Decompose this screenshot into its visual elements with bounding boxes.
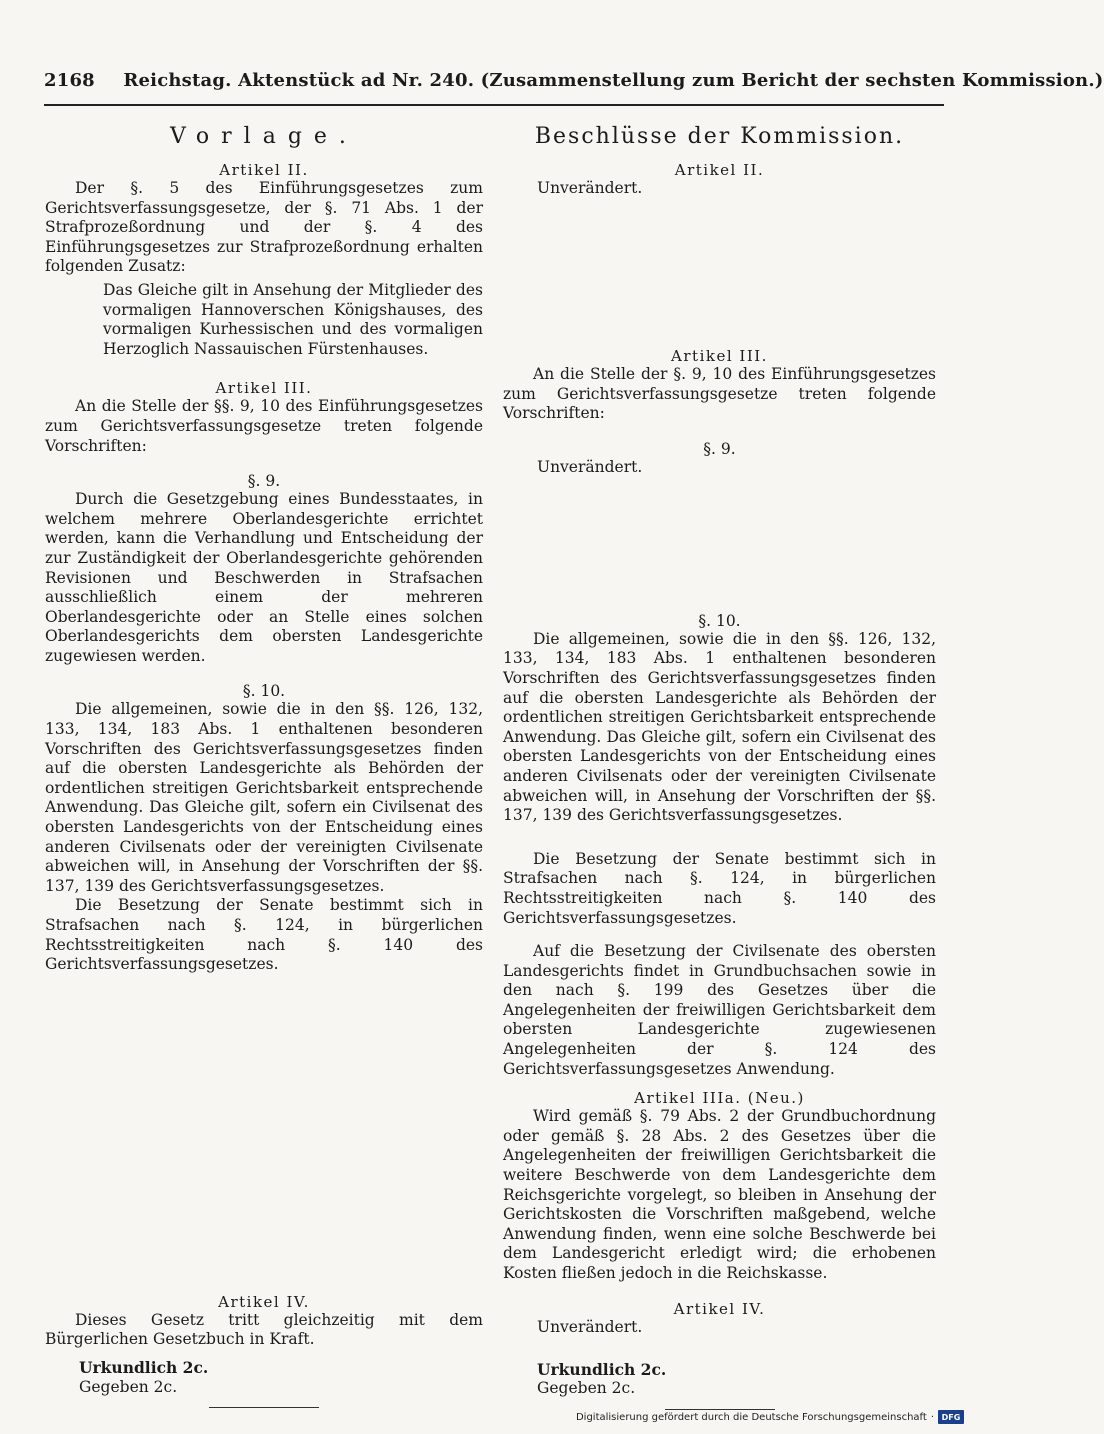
left-s10-title: §. 10. bbox=[242, 682, 286, 701]
left-s10-text2: Die Besetzung der Senate bestimmt sich in Strafsachen nach §. 124, in bürgerlichen Rechtsstreitigkeiten nach §. 140 des Gerichtsverfassungsgesetzes. bbox=[45, 896, 483, 974]
dfg-logo-icon: DFG bbox=[938, 1410, 964, 1424]
right-s10-text3: Auf die Besetzung der Civilsenate des obersten Landesgerichts findet in Grundbuchsachen sowie in den nach §. 199 des Gesetzes über die Angelegenheiten der freiwilligen Gerichtsbarkeit dem obersten Landesgerichte zugewiesenen Angelegenheiten der §. 124 des Gerichtsverfassungsgesetzes Anwendung. bbox=[503, 942, 936, 1078]
page-number: 2168 bbox=[44, 70, 95, 91]
digitization-footer: Digitalisierung gefördert durch die Deutsche Forschungsgemeinschaft · DFG bbox=[576, 1410, 964, 1424]
right-gegeben: Gegeben 2c. bbox=[537, 1379, 636, 1398]
right-column bbox=[503, 118, 936, 1410]
left-art2-title: Artikel II. bbox=[219, 161, 309, 179]
left-gegeben: Gegeben 2c. bbox=[79, 1377, 178, 1396]
left-art4-title: Artikel IV. bbox=[218, 1292, 310, 1311]
right-art3-text: An die Stelle der §. 9, 10 des Einführungsgesetzes zum Gerichtsverfassungsgesetze treten folgende Vorschriften: bbox=[503, 365, 936, 423]
footer-text: Digitalisierung gefördert durch die Deutsche Forschungsgemeinschaft bbox=[575, 1411, 927, 1423]
left-s9-title: §. 9. bbox=[247, 472, 281, 491]
right-s10-text1: Die allgemeinen, sowie die in den §§. 126, 132, 133, 134, 183 Abs. 1 enthaltenen besonderen Vorschriften des Gerichtsverfassungsgesetzes finden auf die obersten Landesgerichte als Behörden der ordentlichen streitigen Gerichtsbarkeit entsprechende Anwendung. Das Gleiche gilt, sofern ein Civilsenat des obersten Landesgerichts von der Entscheidung eines anderen Civilsenats oder der vereinigten Civilsenate abweichen will, in Ansehung der Vorschriften der §§. 137, 139 des Gerichtsverfassungsgesetzes. bbox=[503, 629, 936, 825]
left-s10-text1: Die allgemeinen, sowie die in den §§. 126, 132, 133, 134, 183 Abs. 1 enthaltenen besonderen Vorschriften des Gerichtsverfassungsgesetzes finden auf die obersten Landesgerichte als Behörden der ordentlichen streitigen Gerichtsbarkeit entsprechende Anwendung. Das Gleiche gilt, sofern ein Civilsenat des obersten Landesgerichts von der Entscheidung eines anderen Civilsenats oder der vereinigten Civilsenate abweichen will, in Ansehung der Vorschriften der §§. 137, 139 des Gerichtsverfassungsgesetzes. bbox=[45, 700, 483, 895]
right-art3a-title: Artikel IIIa. (Neu.) bbox=[634, 1089, 805, 1108]
left-s9-text: Durch die Gesetzgebung eines Bundesstaates, in welchem mehrere Oberlandesgerichte errichtet werden, kann die Verhandlung und Entscheidung der zur Zuständigkeit der Oberlandesgerichte gehörenden Revisionen und Beschwerden in Strafsachen ausschließlich einem der mehreren Oberlandesgerichte oder an Stelle eines solchen Oberlandesgerichts dem obersten Landesgerichte zugewiesen werden. bbox=[45, 490, 483, 665]
right-s10-text2: Die Besetzung der Senate bestimmt sich in Strafsachen nach §. 124, in bürgerlichen Rechtsstreitigkeiten nach §. 140 des Gerichtsverfassungsgesetzes. bbox=[503, 849, 936, 927]
left-urkundlich: Urkundlich 2c. bbox=[79, 1357, 209, 1377]
left-art2-text: Der §. 5 des Einführungsgesetzes zum Gerichtsverfassungsgesetze, der §. 71 Abs. 1 der Strafprozeßordnung und der §. 4 des Einführungsgesetzes zur Strafprozeßordnung erhalten folgenden Zusatz: bbox=[45, 179, 483, 276]
left-heading: Vorlage. bbox=[170, 124, 358, 149]
right-art2-text: Unverändert. bbox=[537, 179, 643, 197]
left-column bbox=[45, 118, 483, 1408]
right-s9-text: Unverändert. bbox=[537, 457, 643, 476]
right-urkundlich: Urkundlich 2c. bbox=[537, 1359, 667, 1379]
right-art2-title: Artikel II. bbox=[674, 161, 765, 179]
right-heading: Beschlüsse der Kommission. bbox=[534, 124, 905, 149]
right-art4-text: Unverändert. bbox=[537, 1317, 643, 1336]
right-art4-title: Artikel IV. bbox=[673, 1299, 766, 1318]
left-art4-text: Dieses Gesetz tritt gleichzeitig mit dem Bürgerlichen Gesetzbuch in Kraft. bbox=[45, 1310, 483, 1349]
left-art3-title: Artikel III. bbox=[215, 379, 313, 398]
left-art2-quote: Das Gleiche gilt in Ansehung der Mitglieder des vormaligen Hannoverschen Königshauses, des vormaligen Kurhessischen und des vormaligen Herzoglich Nassauischen Fürstenhauses. bbox=[103, 280, 483, 358]
right-art3a-text: Wird gemäß §. 79 Abs. 2 der Grundbuchordnung oder gemäß §. 28 Abs. 2 des Gesetzes über die Angelegenheiten der freiwilligen Gerichtsbarkeit die weitere Beschwerde von dem Landesgerichte dem Reichsgerichte vorgelegt, so bleiben in Ansehung der Gerichtskosten die Vorschriften maßgebend, welche Anwendung finden, wenn eine solche Beschwerde bei dem Landesgericht erledigt wird; die erhobenen Kosten fließen jedoch in die Reichskasse. bbox=[503, 1107, 936, 1282]
left-end-rule bbox=[209, 1407, 319, 1408]
header-rule bbox=[44, 104, 944, 106]
right-art3-title: Artikel III. bbox=[671, 347, 768, 365]
left-art3-text: An die Stelle der §§. 9, 10 des Einführungsgesetzes zum Gerichtsverfassungsgesetze treten folgende Vorschriften: bbox=[45, 397, 483, 455]
right-s10-title: §. 10. bbox=[698, 611, 741, 630]
right-s9-title: §. 9. bbox=[703, 439, 736, 458]
page-header bbox=[44, 70, 1104, 91]
header-title: Reichstag. Aktenstück ad Nr. 240. (Zusammenstellung zum Bericht der sechsten Kommission.) bbox=[123, 70, 1104, 91]
